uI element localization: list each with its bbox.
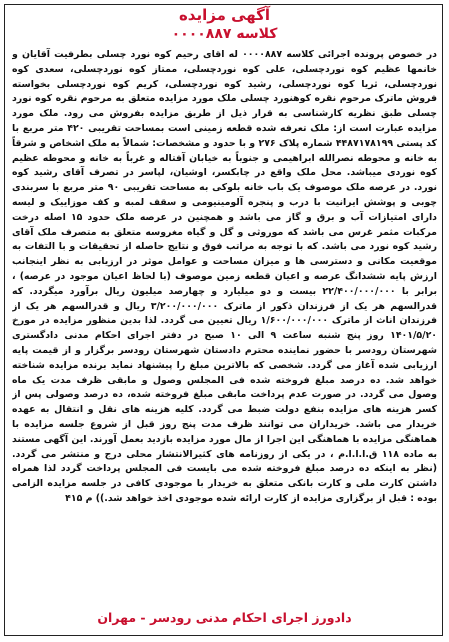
notice-signature: دادورز اجرای احکام مدنی رودسر - مهران [97, 610, 352, 625]
notice-title: آگهی مزایده [178, 6, 271, 24]
notice-body: در خصوص پرونده اجرائی کلاسه ۰۰۰۰۸۸۷ له اقای رحیم کوه نورد چسلی بطرفیت آقایان و خانمها عظیم کوه نوردچسلی، علی کوه نوردچسلی، ممتاز کوه نوردچسلی، سعدی کوه نوردچسلی، ثریا کوه نوردچسلی، رشید کوه نوردچسلی، کریم کوه نوردچسلی بخواسته فروش ماترک مرحوم نقره کوهنورد چسلی ملک مورد مزایده متعلق به مرحوم نقره کوه نورد چسلی طبق نظریه کارشناسی به قرار ذیل از طریق مزایده بفروش می رود. ملک مورد مزایده عبارت است از: ملک تعرفه شده قطعه زمینی است بمساحت تقریبی ۴۲۰ متر مربع با کد پستی ۴۴۸۷۱۷۸۱۹۹ شماره پلاک ۲۷۶ و با حدود و مشخصات: شمالاً به ملک اشخاص و شرقاً به خانه و محوطه نصرالله ابراهیمی و جنوباً به خیابان آفتاله و غرباً به خانه و محوطه عظیم کوه نوردی میباشد. محل ملک واقع در چابکسر، اوشیان، لپاسر در تصرف آقای رشید کوه نورد. در عرصه ملک موصوف یک باب خانه بلوکی به مساحت تقریبی ۹۰ متر مربع با سربندی چوبی و پوشش ایرانیت با درب و پنجره آلومینیومی و سقف لمبه و کف موزاییک و لیسه دارای امتیازات آب و برق و گاز می باشد و همچنین در عرصه ملک حدود ۱۵ اصله درخت مرکبات مثمر غرس می باشد که موروثی و گل و گیاه مغروسه متعلق به متصرف ملک آقای رشید کوه نورد می باشد. که با توجه به مراتب فوق و نتایج حاصله از تحقیقات و با التفات به موقعیت مکانی و دسترسی ها و میزان مساحت و عوامل موثر در ارزیابی به نظر اینجانب ارزش پایه ششدانگ عرصه و اعیان قطعه زمین موصوف (با لحاظ اعیان موجود در عرصه) ، برابر با ۲۲/۴۰۰/۰۰۰/۰۰۰ بیست و دو میلیارد و چهارصد میلیون ریال برآورد میگردد. که قدرالسهم هر یک از فرزندان ذکور از ماترک ۳/۲۰۰/۰۰۰/۰۰۰ ریال و قدرالسهم هر یک از فرزندان اناث از ماترک ۱/۶۰۰/۰۰۰/۰۰۰ ریال تعیین می گردد. لذا بدین منظور مزایده در مورخ ۱۴۰۱/۵/۲۰ روز پنج شنبه ساعت ۹ الی ۱۰ صبح در دفتر اجرای احکام مدنی دادگستری شهرستان رودسر با حضور نماینده محترم دادستان شهرستان رودسر برگزار و از قیمت پایه ارزیابی شده آغاز می گردد. شخصی که بالاترین مبلغ را پیشنهاد نماید برنده مزایده شناخته خواهد شد. ده درصد مبلغ فروخته شده فی المجلس وصول و مابقی ظرف مدت یک ماه وصول می گردد. در صورت عدم پرداخت مابقی مبلغ فروخته شده، ده درصد وصولی پس از کسر هزینه های مزایده بنفع دولت ضبط می گردد. کلیه هزینه های نقل و انتقال به عهده خریدار می باشد. خریداران می توانند ظرف مدت پنج روز قبل از شروع جلسه مزایده با هماهنگی مزایده با هماهنگی این اجرا از مال مورد مزایده بازدید بعمل آورند. این آگهی مستند به ماده ۱۱۸ ق.ا.ا.ا.م ، در یکی از روزنامه های کثیرالانتشار محلی درج و منتشر می گردد.(نظر به اینکه ده درصد مبلغ فروخته شده می بایست فی المجلس پرداخت گردد لذا همراه داشتن کارت ملی و کارت بانکی متعلق به خریدار با موجودی کافی در جلسه مزایده الزامی بوده : قبل از برگزاری مزایده از کارت ارائه شده موجودی اخذ خواهد شد.)) م ۴۱۵ [12, 49, 437, 504]
case-number: کلاسه ۰۰۰۰۸۸۷ [171, 26, 278, 42]
